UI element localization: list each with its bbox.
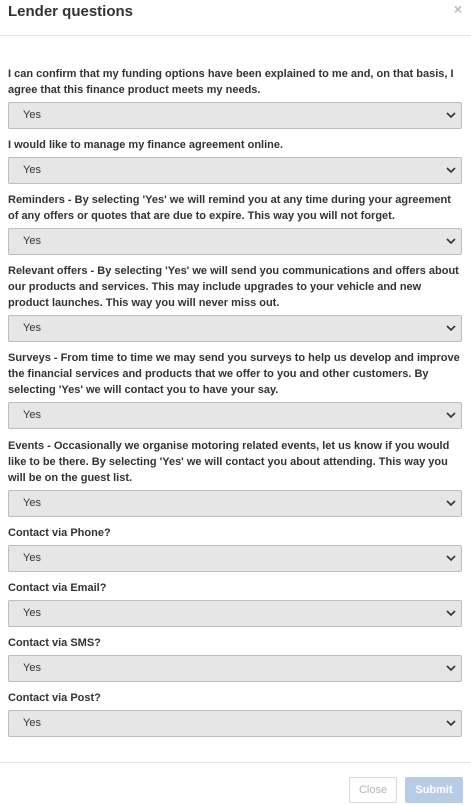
question-label: Reminders - By selecting 'Yes' we will remind you at any time during your agreement of any offers or quotes that are due to expire. This way you will not forget. [8,194,451,222]
question-label: I would like to manage my finance agreement online. [8,139,284,151]
chevron-down-icon [446,553,456,563]
question-contact-sms [8,635,464,682]
question-reminders [8,192,464,255]
chevron-down-icon [446,323,456,333]
select-value[interactable]: Yes [8,710,462,737]
chevron-down-icon [446,236,456,246]
select-value[interactable]: Yes [8,402,462,429]
chevron-down-icon [446,165,456,175]
select-value[interactable]: Yes [8,102,462,129]
select-value[interactable]: Yes [8,490,462,517]
submit-button[interactable]: Submit [405,777,463,803]
answer-select[interactable] [8,710,462,737]
select-value[interactable]: Yes [8,315,462,342]
question-manage-online [8,137,464,184]
question-label: Events - Occasionally we organise motoring related events, let us know if you would like to be there. By selecting 'Yes' we will contact you about attending. This way you will be on the guest list. [8,440,450,484]
question-surveys [8,350,464,429]
answer-select[interactable] [8,102,462,129]
modal-footer [0,762,471,805]
question-label: Surveys - From time to time we may send you surveys to help us develop and improve the financial services and products that we offer to you and other customers. By selecting 'Yes' we will contact you to have your say. [8,352,460,396]
answer-select[interactable] [8,655,462,682]
question-label: Contact via SMS? [8,637,101,649]
question-funding-confirmation [8,66,464,129]
modal-header [0,0,471,36]
question-label: Contact via Phone? [8,527,111,539]
question-contact-phone [8,525,464,572]
answer-select[interactable] [8,600,462,627]
question-label: Contact via Post? [8,692,101,704]
chevron-down-icon [446,663,456,673]
select-value[interactable]: Yes [8,600,462,627]
select-value[interactable]: Yes [8,655,462,682]
select-value[interactable]: Yes [8,157,462,184]
close-button[interactable]: Close [349,777,397,803]
answer-select[interactable] [8,157,462,184]
answer-select[interactable] [8,490,462,517]
answer-select[interactable] [8,228,462,255]
chevron-down-icon [446,498,456,508]
select-value[interactable]: Yes [8,228,462,255]
answer-select[interactable] [8,545,462,572]
question-contact-post [8,690,464,737]
chevron-down-icon [446,608,456,618]
select-value[interactable]: Yes [8,545,462,572]
close-icon[interactable]: × [453,1,462,17]
chevron-down-icon [446,718,456,728]
chevron-down-icon [446,410,456,420]
question-label: Relevant offers - By selecting 'Yes' we will send you communications and offers about our products and services. This may include upgrades to your vehicle and new product launches. This way you will never miss out. [8,265,459,309]
question-label: Contact via Email? [8,582,107,594]
question-events [8,438,464,517]
modal-title: Lender questions [8,3,134,20]
answer-select[interactable] [8,315,462,342]
question-relevant-offers [8,263,464,342]
question-label: I can confirm that my funding options have been explained to me and, on that basis, I agree that this finance product meets my needs. [8,68,454,96]
answer-select[interactable] [8,402,462,429]
chevron-down-icon [446,110,456,120]
question-contact-email [8,580,464,627]
